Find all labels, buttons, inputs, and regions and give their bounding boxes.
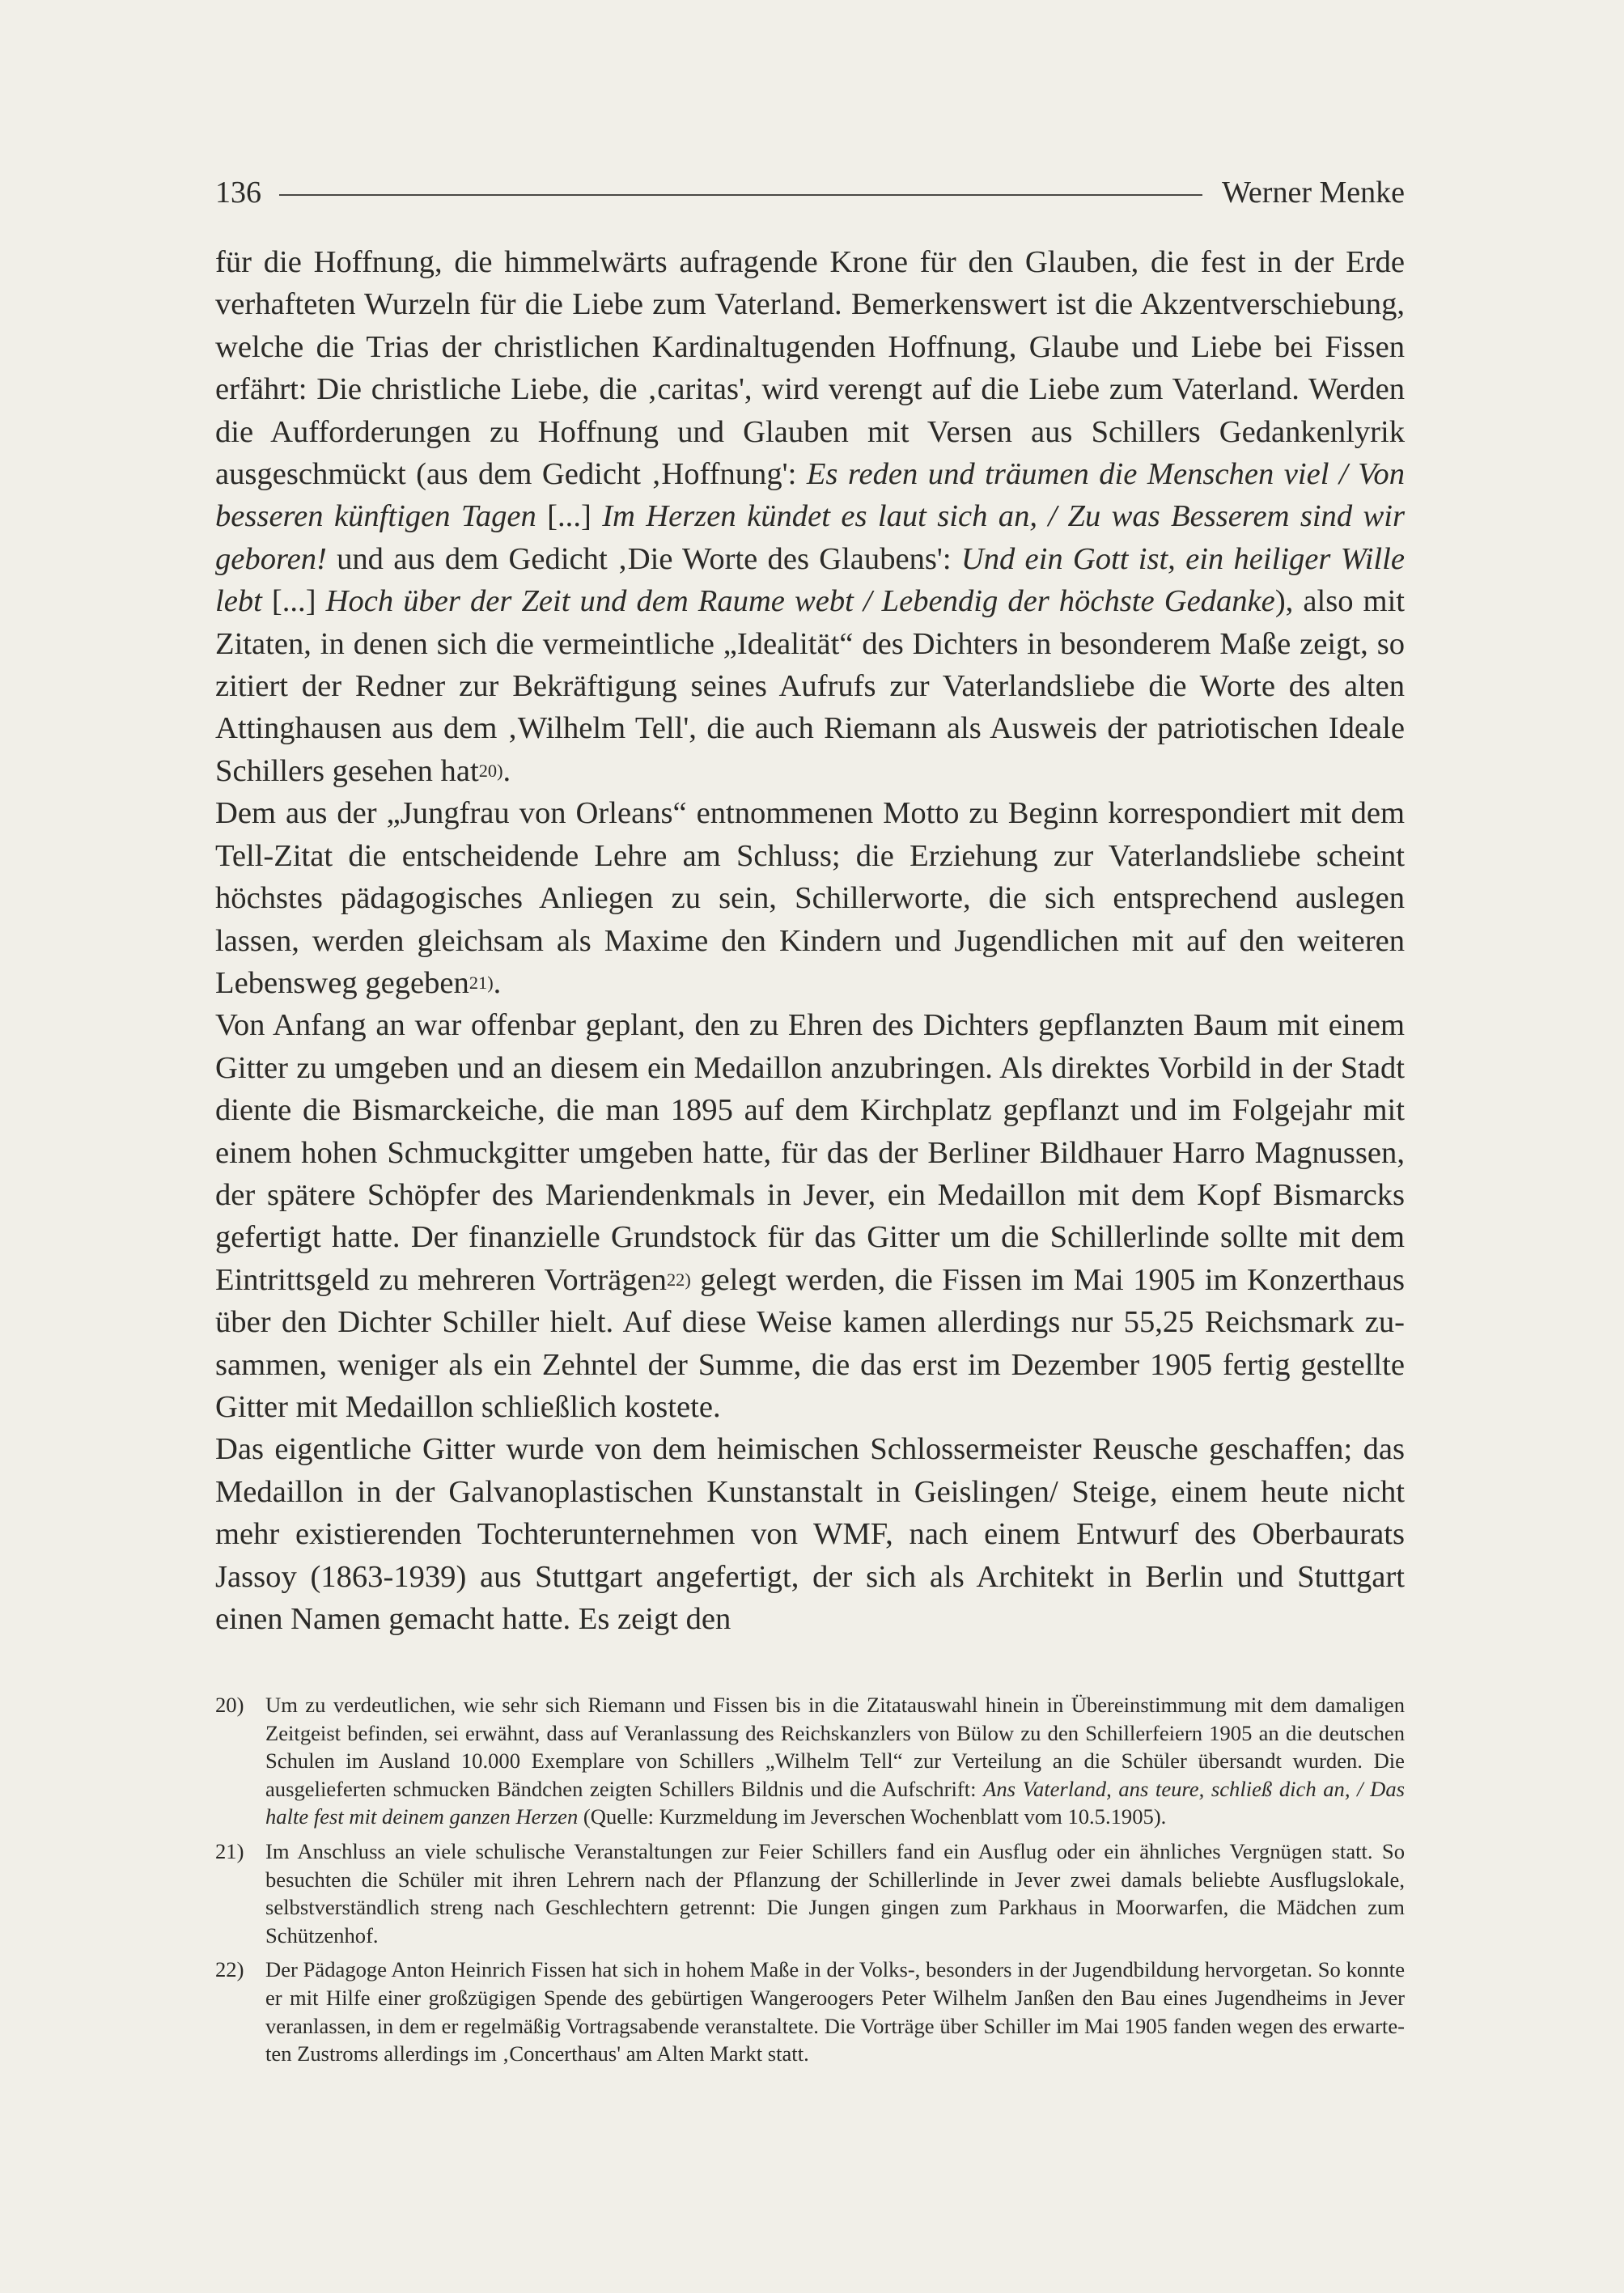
running-header bbox=[215, 168, 1405, 217]
running-head-author: Werner Menke bbox=[1222, 176, 1405, 210]
footnote-number: 22) bbox=[215, 1957, 244, 1982]
header-rule bbox=[279, 194, 1202, 196]
footnote-20 bbox=[215, 1691, 1405, 1831]
footnote-number: 20) bbox=[215, 1693, 244, 1717]
footnote-text: Im Anschluss an viele schulische Veranstaltungen zur Feier Schillers fand ein Ausflug oder ein ähnliches Vergnügen statt. So besuchten die Schüler mit ihren Lehrern nach der Pflanzung der Schillerlinde in Jever zwei damals beliebte Ausflugslokale, selbstverständlich streng nach Geschlechtern getrennt: Die Jungen gingen zum Parkhaus in Moorwarfen, die Mädchen zum Schützenhof. bbox=[265, 1838, 1405, 1948]
footnotes bbox=[215, 1691, 1405, 2075]
footnote-text: Um zu verdeutlichen, wie sehr sich Riemann und Fissen bis in die Zitatauswahl hinein in Übereinstimmung mit dem damaligen Zeitgeist befinden, sei erwähnt, dass auf Veranlassung des Reichskanzlers von Bülow zu den Schillerfeiern 1905 an die deutschen Schulen im Ausland 10.000 Exemplare von Schillers „Wilhelm Tell“ zur Verteilung an die Schüler übersandt wurden. Die ausgelieferten schmucken Bändchen zeigten Schillers Bildnis und die Aufschrift: Ans Vaterland, ans teure, schließ dich an, / Das halte fest mit deinem ganzen Herzen (Quelle: Kurzmeldung im Jeverschen Wochenblatt vom 10.5.1905). bbox=[265, 1693, 1406, 1829]
footnote-ref-20[interactable]: 20) bbox=[478, 761, 503, 782]
page-number: 136 bbox=[215, 176, 261, 210]
paragraph-1: für die Hoffnung, die himmelwärts aufragende Krone für den Glauben, die fest in der Erde verhafteten Wurzeln für die Liebe zum Vaterland. Bemerkenswert ist die Akzentverschiebung, welche die Trias der christlichen Kardinaltugenden Hoffnung, Glaube und Liebe bei Fissen erfährt: Die christliche Liebe, die ‚caritas', wird verengt auf die Liebe zum Vaterland. Werden die Aufforderungen zu Hoffnung und Glauben mit Versen aus Schillers Gedankenlyrik ausgeschmückt (aus dem Gedicht ‚Hoffnung': Es reden und träumen die Menschen viel / Von besseren künftigen Tagen [...] Im Herzen kündet es laut sich an, / Zu was Besserem sind wir geboren! und aus dem Gedicht ‚Die Worte des Glaubens': Und ein Gott ist, ein heiliger Wille lebt [...] Hoch über der Zeit und dem Raume webt / Lebendig der höchste Gedanke), also mit Zitaten, in denen sich die vermeintliche „Idealität“ des Dichters in besonderem Maße zeigt, so zitiert der Redner zur Bekräftigung seines Aufrufs zur Vaterlandsliebe die Worte des alten Attinghausen aus dem ‚Wilhelm Tell', die auch Riemann als Ausweis der patriotischen Ideale Schillers gesehen hat$^{20)}$. bbox=[215, 245, 1406, 788]
footnote-text: Der Pädagoge Anton Heinrich Fissen hat sich in hohem Maße in der Volks-, besonders in der Jugendbildung hervorgetan. So konnte er mit Hilfe einer großzügigen Spende des gebürtigen Wangeroogers Peter Wilhelm Janßen den Bau eines Jugendheims in Jever veranlassen, in dem er regelmäßig Vortragsabende veranstaltete. Die Vorträge über Schiller im Mai 1905 fanden wegen des erwarteten Zustroms allerdings im ‚Concerthaus' am Alten Markt statt. bbox=[265, 1957, 1405, 2066]
paragraph-3: Von Anfang an war offenbar geplant, den zu Ehren des Dichters gepflanzten Baum mit einem Gitter zu umgeben und an diesem ein Medaillon anzubringen. Als direktes Vorbild in der Stadt diente die Bismarckeiche, die man 1895 auf dem Kirchplatz gepflanzt und im Folgejahr mit einem hohen Schmuckgitter umgeben hatte, für das der Berliner Bildhauer Harro Magnussen, der spätere Schöpfer des Mariendenkmals in Jever, ein Medaillon mit dem Kopf Bismarcks gefertigt hatte. Der finanzielle Grundstock für das Gitter um die Schillerlinde sollte mit dem Eintrittsgeld zu mehreren Vorträgen$^{22)}$ gelegt werden, die Fissen im Mai 1905 im Konzerthaus über den Dichter Schiller hielt. Auf diese Weise kamen allerdings nur 55,25 Reichsmark zusammen, weniger als ein Zehntel der Summe, die das erst im Dezember 1905 fertig gestellte Gitter mit Medaillon schließlich kostete. bbox=[215, 1008, 1405, 1424]
footnote-22 bbox=[215, 1956, 1405, 2067]
footnote-number: 21) bbox=[215, 1838, 244, 1863]
footnote-ref-22[interactable]: 22) bbox=[666, 1269, 691, 1291]
footnote-21 bbox=[215, 1837, 1405, 1949]
footnote-ref-21[interactable]: 21) bbox=[469, 973, 494, 994]
main-text bbox=[215, 241, 1405, 1640]
paragraph-4: Das eigentliche Gitter wurde von dem heimischen Schlossermeister Reusche geschaffen; das Medaillon in der Galvanoplastischen Kunstanstalt in Geislingen/ Steige, einem heute nicht mehr existierenden Tochterunternehmen von WMF, nach einem Entwurf des Oberbaurats Jassoy (1863-1939) aus Stuttgart angefertigt, der sich als Architekt in Berlin und Stuttgart einen Namen gemacht hatte. Es zeigt den bbox=[215, 1432, 1405, 1636]
paragraph-2: Dem aus der „Jungfrau von Orleans“ entnommenen Motto zu Beginn korrespondiert mit dem Tell-Zitat die entscheidende Lehre am Schluss; die Erziehung zur Vaterlandsliebe scheint höchstes pädagogisches Anliegen zu sein, Schillerworte, die sich entsprechend auslegen lassen, werden gleichsam als Maxime den Kindern und Jugendlichen mit auf den weiteren Lebensweg gegeben$^{21)}$. bbox=[215, 796, 1405, 1000]
